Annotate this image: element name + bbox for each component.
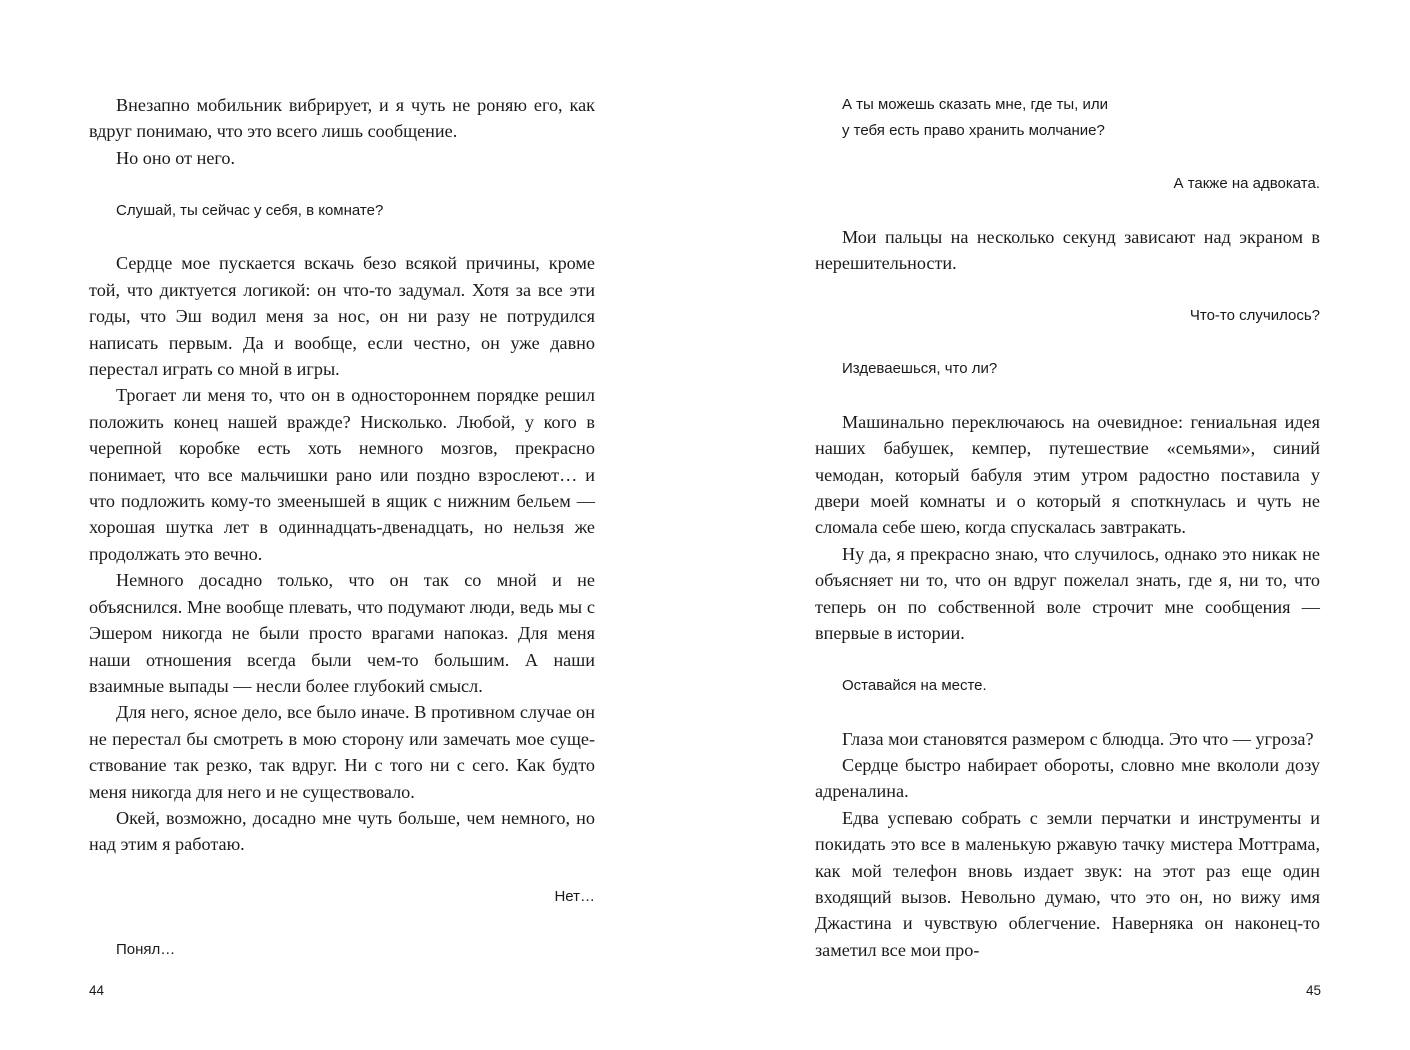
paragraph-gap [89,224,595,250]
message-incoming: Оставайся на месте. [842,676,987,694]
message-incoming: Издеваешься, что ли? [842,360,998,377]
message-outgoing: Нет… [554,888,595,906]
paragraph-gap [815,277,1320,303]
body-paragraph: Немного досадно только, что он так со мной и не объяснился. Мне вообще плевать, что подумают люди, ведь мы с Эшером никогда не были просто врагами напоказ. Для меня наши отношения всегда были чем-то большим. А наши взаимные выпады — несли более глубокий смысл. [89,570,595,696]
message-incoming: Слушай, ты сейчас у себя, в комнате? [116,201,384,219]
left-page-text [89,92,595,963]
body-paragraph: Сердце мое пускается вскачь безо всякой причины, кроме той, что диктуется логикой: он что-то задумал. Хотя за все эти годы, что Эш водил меня за нос, он ни разу не потрудился написать первым. Да и вообще, если честно, он уже давно перестал играть со мной в игры. [89,253,595,380]
body-paragraph: Для него, ясное дело, все было иначе. В противном случае он не перестал бы смотреть в мою сторону или замечать мое существование так резко, так вдруг. Ни с того ни с сего. Как будто меня никогда для него и не существовало. [89,702,595,802]
page-number-left: 44 [89,983,105,998]
message-incoming: у тебя есть право хранить молчание? [842,122,1105,140]
paragraph-gap [815,646,1320,672]
message-outgoing: Что-то случилось? [1189,307,1320,325]
message-incoming: А ты можешь сказать мне, где ты, или [842,96,1109,113]
body-paragraph: Ну да, я прекрасно знаю, что случилось, однако это никак не объясняет ни то, что он вдруг пожелал знать, где я, ни то, что теперь он по собственной воле строчит мне сообщения — впервые в истории. [815,543,1320,644]
message-incoming: Понял… [116,940,176,958]
paragraph-gap [815,330,1320,356]
body-paragraph: Машинально переключаюсь на очевидное: гениальная идея наших бабушек, кемпер, путешествие «семьями», синий чемодан, который бабуля этим утром радостно поставила у двери моей комнаты и о который я споткнулась и чуть не сломала себе шею, когда спускалась завтракать. [815,411,1320,538]
paragraph-gap [815,382,1320,408]
body-paragraph: Едва успеваю собрать с земли перчатки и инструменты и покидать это все в маленькую ржавую тачку мистера Моттрама, как мой телефон вновь издает звук: на этот раз еще один входящий вызов. Невольно думаю, что это он, но вижу имя Джастина и чувствую облегчение. Наверняка он наконец-то заметил все мои про- [815,807,1320,960]
right-page-text [815,92,1320,963]
paragraph-gap [815,699,1320,725]
body-paragraph: Мои пальцы на несколько секунд зависают над экраном в нерешительности. [815,227,1320,274]
paragraph-gap [89,858,595,884]
page-number-right: 45 [1305,983,1321,998]
body-paragraph: Внезапно мобильник вибрирует, и я чуть не роняю его, как вдруг понимаю, что это всего лишь сообщение. [89,95,595,142]
paragraph-gap [89,171,595,197]
body-paragraph: Окей, возможно, досадно мне чуть больше, чем немного, но над этим я работаю. [89,807,595,855]
paragraph-gap [815,145,1320,171]
right-page [705,0,1410,1050]
body-paragraph: Глаза мои становятся размером с блюдца. Это что — угроза? [842,728,1314,749]
body-paragraph: Но оно от него. [116,147,236,168]
paragraph-gap [89,911,595,937]
body-paragraph: Сердце быстро набирает обороты, словно мне вкололи дозу адреналина. [815,755,1320,802]
paragraph-gap [815,198,1320,224]
body-paragraph: Трогает ли меня то, что он в одностороннем порядке решил положить конец нашей вражде? Нисколько. Любой, у кого в черепной коробке есть хоть немного мозгов, прекрасно понимает, что все мальчишки рано или поздно взрослеют… и что подложить кому-то змеенышей в ящик с нижним бельем — хорошая шутка лет в одиннадцать-двенадцать, но нельзя же продолжать это вечно. [89,385,595,564]
message-outgoing: А также на адвоката. [1173,175,1320,193]
